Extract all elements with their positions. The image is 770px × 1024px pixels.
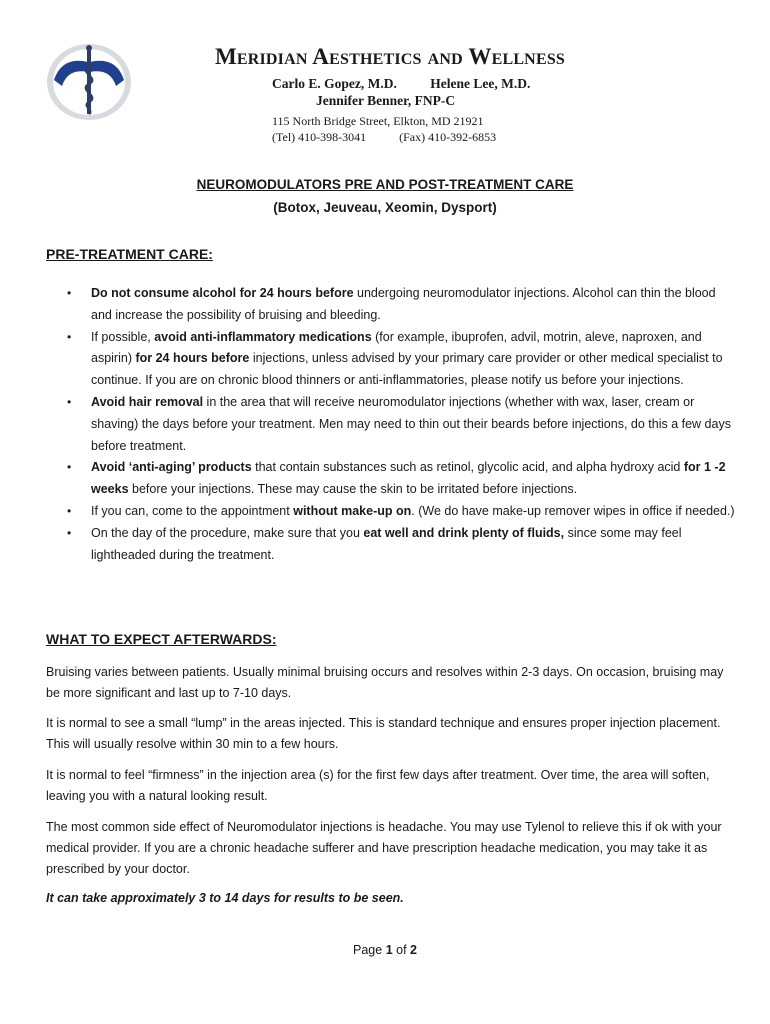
item-text: in the area that will receive neuromodulator injections (whether with wax, laser, cream or shaving) the days before your treatment. Men may need to thin out their beards before injections, do this a few days before treatment. bbox=[91, 394, 731, 453]
emphasis: Do not consume alcohol for 24 hours before bbox=[91, 286, 354, 300]
bullet-icon: • bbox=[67, 329, 72, 344]
section-heading-pre-treatment: PRE-TREATMENT CARE: bbox=[46, 246, 213, 262]
bullet-icon: • bbox=[67, 503, 72, 518]
list-item bbox=[46, 283, 736, 327]
provider-name: Helene Lee, M.D. bbox=[430, 76, 531, 91]
paragraph: Bruising varies between patients. Usually minimal bruising occurs and resolves within 2-3 days. On occasion, bruising may be more significant and last up to 7-10 days. bbox=[46, 665, 724, 700]
item-text: before your injections. These may cause the skin to be irritated before injections. bbox=[128, 482, 578, 497]
item-text: undergoing neuromodulator injections. Alcohol can thin the blood and increase the possibility of bruising and bleeding. bbox=[91, 286, 716, 322]
item-text: . (We do have make-up remover wipes in office if needed.) bbox=[411, 503, 735, 518]
fax: (Fax) 410-392-6853 bbox=[399, 130, 497, 144]
bullet-icon: • bbox=[67, 525, 72, 540]
results-note: It can take approximately 3 to 14 days for results to be seen. bbox=[46, 891, 404, 905]
emphasis: without make-up on bbox=[293, 503, 412, 518]
page-of-label: of bbox=[396, 943, 407, 957]
page-label: Page bbox=[353, 943, 383, 957]
caduceus-logo-icon bbox=[44, 42, 134, 122]
page-footer bbox=[0, 943, 770, 957]
emphasis: Avoid hair removal bbox=[91, 394, 204, 409]
letterhead bbox=[150, 44, 750, 145]
list-item bbox=[46, 501, 736, 523]
list-item bbox=[46, 327, 736, 392]
page-number: 1 bbox=[385, 943, 393, 957]
title-line-2: (Botox, Jeuveau, Xeomin, Dysport) bbox=[273, 200, 497, 215]
paragraph: It is normal to feel “firmness” in the injection area (s) for the first few days after treatment. Over time, the area will soften, leaving you with a natural looking result. bbox=[46, 768, 710, 803]
list-item bbox=[46, 457, 736, 501]
list-item bbox=[46, 523, 736, 567]
bullet-icon: • bbox=[67, 286, 72, 300]
document-title bbox=[0, 177, 770, 215]
emphasis: for 1 -2 weeks bbox=[91, 460, 726, 497]
emphasis: Avoid ‘anti-aging’ products bbox=[91, 460, 252, 475]
item-text: If possible, bbox=[91, 329, 155, 344]
organization-name: Meridian Aesthetics and Wellness bbox=[214, 44, 566, 69]
bullet-icon: • bbox=[67, 460, 72, 475]
item-text: since some may feel lightheaded during the treatment. bbox=[91, 525, 682, 562]
street-address: 115 North Bridge Street, Elkton, MD 21921 bbox=[272, 114, 484, 128]
pre-treatment-list bbox=[46, 283, 736, 566]
bullet-icon: • bbox=[67, 394, 72, 409]
item-text: If you can, come to the appointment bbox=[91, 503, 294, 518]
emphasis: eat well and drink plenty of fluids, bbox=[363, 525, 565, 540]
provider-name: Jennifer Benner, FNP-C bbox=[316, 93, 456, 108]
paragraph: The most common side effect of Neuromodulator injections is headache. You may use Tylenol to relieve this if ok with your medical provider. If you are a chronic headache sufferer and have prescription headache medication, you may take it as prescribed by your doctor. bbox=[46, 820, 722, 876]
item-text: injections, unless advised by your primary care provider or other medical specialist to continue. If you are on chronic blood thinners or anti-inflammatories, please notify us before your injections. bbox=[91, 351, 723, 388]
page-total: 2 bbox=[410, 943, 417, 957]
title-line-1: NEUROMODULATORS PRE AND POST-TREATMENT CARE bbox=[196, 177, 574, 192]
item-text: On the day of the procedure, make sure that you bbox=[91, 525, 364, 540]
provider-line bbox=[272, 76, 750, 92]
section-heading-afterwards: WHAT TO EXPECT AFTERWARDS: bbox=[46, 631, 277, 647]
item-text: that contain substances such as retinol, glycolic acid, and alpha hydroxy acid bbox=[251, 460, 684, 475]
telephone: (Tel) 410-398-3041 bbox=[272, 130, 367, 144]
list-item bbox=[46, 392, 736, 457]
item-text: (for example, ibuprofen, advil, motrin, aleve, naproxen, and aspirin) bbox=[91, 329, 702, 366]
emphasis: for 24 hours before bbox=[135, 351, 250, 366]
paragraph: It is normal to see a small “lump” in the areas injected. This is standard technique and ensures proper injection placement. This will usually resolve within 30 min to a few hours. bbox=[46, 716, 721, 751]
emphasis: avoid anti-inflammatory medications bbox=[154, 329, 372, 344]
provider-name: Carlo E. Gopez, M.D. bbox=[272, 76, 397, 91]
phone-line bbox=[272, 129, 750, 145]
address-block bbox=[272, 113, 750, 145]
